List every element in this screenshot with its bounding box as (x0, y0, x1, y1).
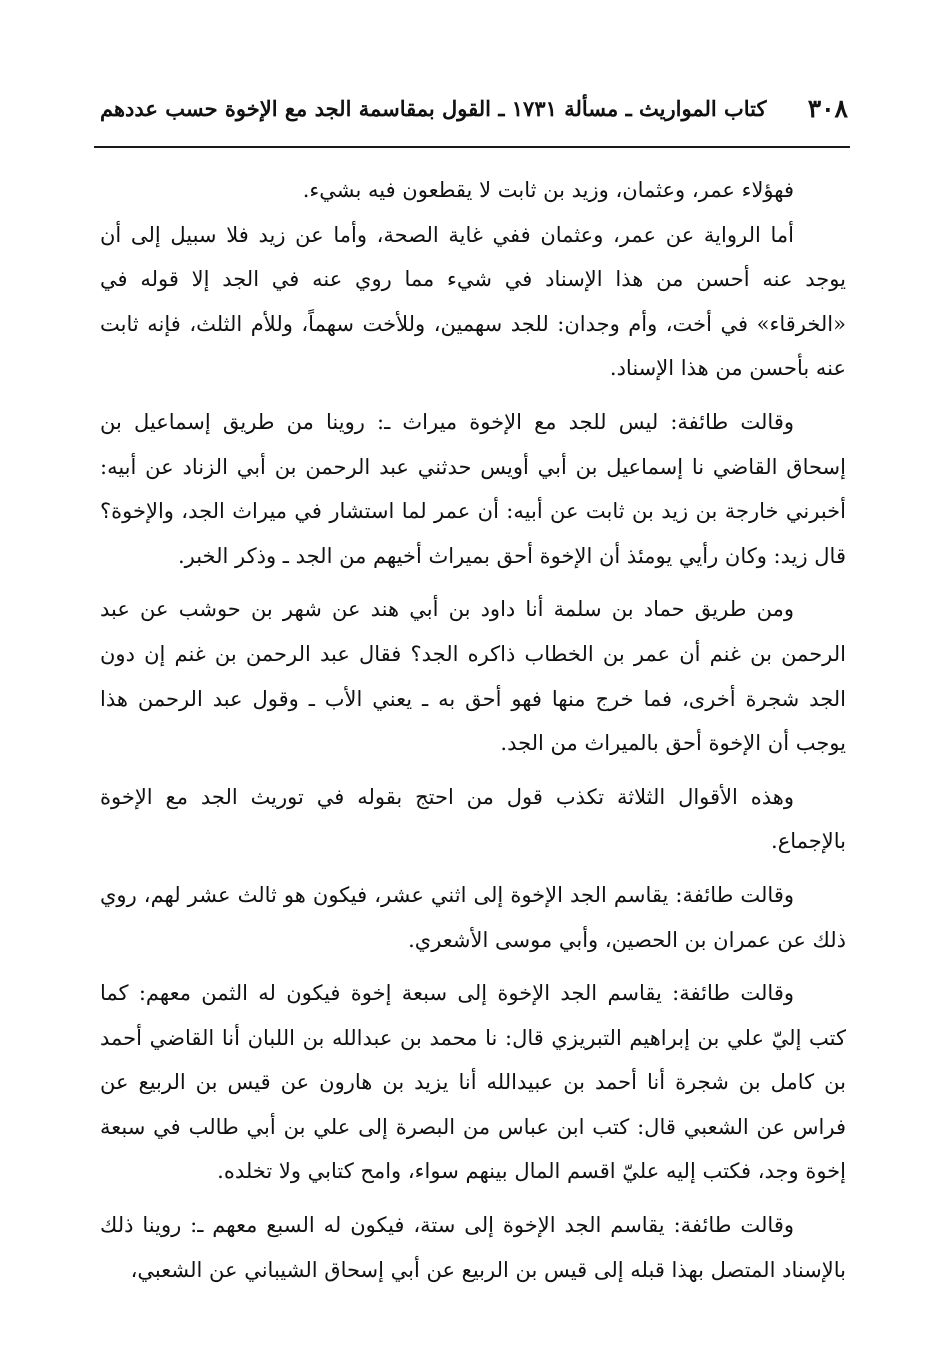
paragraph-3: وقالت طائفة: ليس للجد مع الإخوة ميراث ـ: روينا من طريق إسماعيل بن إسحاق القاضي نا إسماعيل بن أبي أويس حدثني عبد الرحمن بن أبي الزناد عن أبيه: أخبرني خارجة بن زيد بن ثابت عن أبيه: أن عمر لما استشار في ميراث الجد، والإخوة؟ قال زيد: وكان رأيي يومئذ أن الإخوة أحق بميراث أخيهم من الجد ـ وذكر الخبر. (100, 409, 846, 568)
page-number: ٣٠٨ (807, 94, 848, 123)
header-divider (94, 146, 850, 148)
paragraph-2: أما الرواية عن عمر، وعثمان ففي غاية الصحة، وأما عن زيد فلا سبيل إلى أن يوجد عنه أحسن من هذا الإسناد في شيء مما روي عنه في الجد إلا قوله في «الخرقاء» في أخت، وأم وجدان: للجد سهمين، وللأخت سهماً، وللأم الثلث، فإنه ثابت عنه بأحسن من هذا الإسناد. (100, 222, 846, 381)
running-title: كتاب المواريث ـ مسألة ١٧٣١ ـ القول بمقاسمة الجد مع الإخوة حسب عددهم (100, 96, 767, 121)
paragraph-6: وقالت طائفة: يقاسم الجد الإخوة إلى اثني عشر، فيكون هو ثالث عشر لهم، روي ذلك عن عمران بن الحصين، وأبي موسى الأشعري. (100, 882, 846, 952)
page-header (94, 92, 848, 132)
paragraph-4: ومن طريق حماد بن سلمة أنا داود بن أبي هند عن شهر بن حوشب عن عبد الرحمن بن غنم أن عمر بن الخطاب ذاكره الجد؟ فقال عبد الرحمن بن غنم إن دون الجد شجرة أخرى، فما خرج منها فهو أحق به ـ يعني الأب ـ وقول عبد الرحمن هذا يوجب أن الإخوة أحق بالميراث من الجد. (100, 597, 846, 756)
body-text (100, 168, 846, 1292)
paragraph-7: وقالت طائفة: يقاسم الجد الإخوة إلى سبعة إخوة فيكون له الثمن معهم: كما كتب إليّ علي بن إبراهيم التبريزي قال: نا محمد بن عبدالله بن اللبان أنا القاضي أحمد بن كامل بن شجرة أنا أحمد بن عبيدالله أنا يزيد بن هارون عن قيس بن الربيع عن فراس عن الشعبي قال: كتب ابن عباس من البصرة إلى علي بن أبي طالب في سبعة إخوة وجد، فكتب إليه عليّ اقسم المال بينهم سواء، وامح كتابي ولا تخلده. (100, 981, 846, 1184)
paragraph-5: وهذه الأقوال الثلاثة تكذب قول من احتج بقوله في توريث الجد مع الإخوة بالإجماع. (100, 784, 846, 854)
paragraph-8: وقالت طائفة: يقاسم الجد الإخوة إلى ستة، فيكون له السبع معهم ـ: روينا ذلك بالإسناد المتصل بهذا قبله إلى قيس بن الربيع عن أبي إسحاق الشيباني عن الشعبي، (100, 1213, 846, 1282)
paragraph-1: فهؤلاء عمر، وعثمان، وزيد بن ثابت لا يقطعون فيه بشيء. (302, 178, 794, 202)
